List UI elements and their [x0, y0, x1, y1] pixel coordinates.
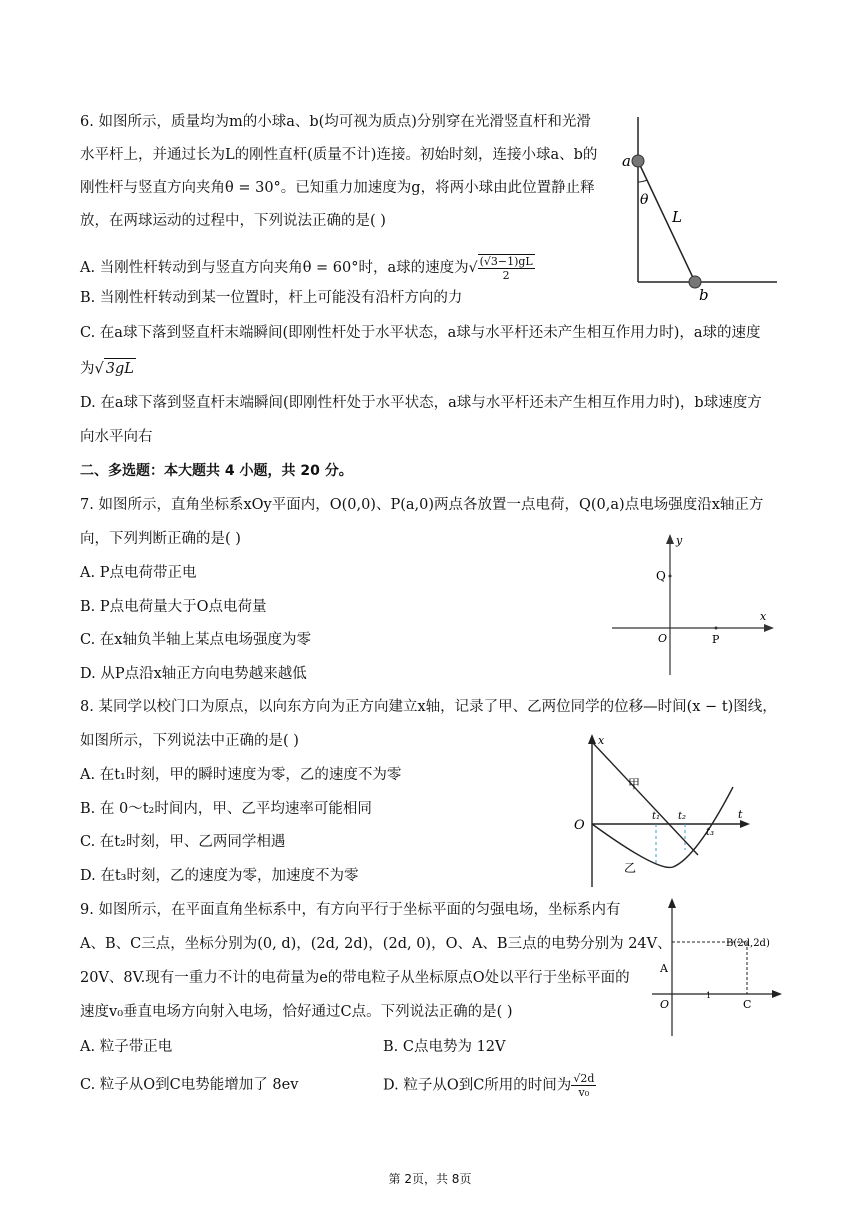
q6-fig-label-L: L	[672, 208, 682, 226]
q6-line4: 放，在两球运动的过程中，下列说法正确的是( )	[80, 213, 386, 229]
q8-option-a: A. 在t₁时刻，甲的瞬时速度为零，乙的速度不为零	[80, 767, 402, 783]
q6-line3: 刚性杆与竖直方向夹角θ = 30°。已知重力加速度为g，将两小球由此位置静止释	[80, 180, 595, 196]
q7-option-a: A. P点电荷带正电	[80, 565, 197, 581]
q6-option-a-text: A. 当刚性杆转动到与竖直方向夹角θ = 60°时，a球的速度为	[80, 260, 469, 276]
q9-line4: 速度v₀垂直电场方向射入电场，恰好通过C点。下列说法正确的是( )	[80, 1004, 513, 1020]
q9-fig-label-B: B(2d,2d)	[726, 938, 770, 949]
q8-figure	[568, 732, 753, 892]
q8-fig-label-t1: t₁	[652, 811, 661, 822]
q6-option-c-line1: C. 在a球下落到竖直杆末端瞬间(即刚性杆处于水平状态，a球与水平杆还未产生相互作用力时)，a球的速度	[80, 325, 761, 341]
q9-line2: A、B、C三点，坐标分别为(0, d)，(2d, 2d)，(2d, 0)，O、A、B三点的电势分别为 24V、	[80, 936, 672, 952]
q7-line2: 向，下列判断正确的是( )	[80, 531, 241, 547]
q6-option-c-sqrt: 3gL	[104, 358, 136, 379]
q6-option-b: B. 当刚性杆转动到某一位置时，杆上可能没有沿杆方向的力	[80, 290, 463, 306]
q8-fig-label-jia: 甲	[628, 777, 641, 791]
page-footer: 第 2页，共 8页	[388, 1172, 472, 1186]
q7-fig-label-Q: Q	[656, 569, 666, 583]
q6-option-a: A. 当刚性杆转动到与竖直方向夹角θ = 60°时，a球的速度为√ $\frac{(√3-1)gL}{2}$	[80, 255, 533, 282]
q9-option-b: B. C点电势为 12V	[383, 1039, 506, 1055]
q7-line1: 7. 如图所示，直角坐标系xOy平面内，O(0,0)、P(a,0)两点各放置一点电荷，Q(0,a)点电场强度沿x轴正方	[80, 497, 764, 513]
q6-line2: 水平杆上，并通过长为L的刚性直杆(质量不计)连接。初始时刻，连接小球a、b的	[80, 147, 598, 163]
q9-option-a: A. 粒子带正电	[80, 1039, 173, 1055]
q9-line3: 20V、8V.现有一重力不计的电荷量为e的带电粒子从坐标原点O处以平行于坐标平面的	[80, 970, 630, 986]
q9-figure	[650, 898, 785, 1038]
q8-option-b: B. 在 0～t₂时间内，甲、乙平均速率可能相同	[80, 801, 372, 817]
q9-fig-label-C: C	[743, 998, 752, 1011]
q8-line1: 8. 某同学以校门口为原点，以向东方向为正方向建立x轴，记录了甲、乙两位同学的位移—时间(x − t)图线，	[80, 699, 777, 715]
q7-option-c: C. 在x轴负半轴上某点电场强度为零	[80, 632, 311, 648]
q8-fig-label-t: t	[738, 808, 743, 821]
q8-option-c: C. 在t₂时刻，甲、乙两同学相遇	[80, 834, 286, 850]
q9-fig-label-one: 1	[706, 991, 712, 1000]
q7-fig-label-y: y	[676, 534, 683, 547]
q8-fig-label-x: x	[598, 734, 605, 747]
q8-option-d: D. 在t₃时刻，乙的速度为零，加速度不为零	[80, 868, 359, 884]
q8-fig-label-t2: t₂	[678, 811, 687, 822]
section-title: 二、多选题：本大题共 4 小题，共 20 分。	[80, 463, 353, 479]
q6-option-a-denominator: 2	[502, 269, 510, 282]
q9-option-d	[383, 1072, 596, 1099]
q9-option-c: C. 粒子从O到C电势能增加了 8ev	[80, 1077, 299, 1093]
q9-fig-label-O: O	[660, 998, 670, 1011]
q8-fig-label-t3: t₃	[706, 827, 715, 838]
q6-option-d-line2: 向水平向右	[80, 429, 153, 445]
q6-fig-label-a: a	[622, 152, 631, 170]
q8-fig-label-O: O	[574, 818, 585, 833]
q7-fig-label-P: P	[712, 633, 720, 646]
q6-fig-label-theta: θ	[640, 192, 649, 208]
q8-fig-label-yi: 乙	[624, 861, 637, 875]
q9-line1: 9. 如图所示，在平面直角坐标系中，有方向平行于坐标平面的匀强电场，坐标系内有	[80, 902, 621, 918]
q7-option-d: D. 从P点沿x轴正方向电势越来越低	[80, 666, 307, 682]
q9-option-d-numerator: √2d	[573, 1072, 595, 1085]
q7-figure	[610, 530, 780, 680]
q6-option-a-numerator: (√3−1)gL	[479, 255, 533, 268]
q6-option-d-line1: D. 在a球下落到竖直杆末端瞬间(即刚性杆处于水平状态，a球与水平杆还未产生相互作用力时)，b球速度方	[80, 395, 762, 411]
q7-fig-label-O: O	[658, 632, 668, 645]
q9-option-d-text: D. 粒子从O到C所用的时间为	[383, 1077, 572, 1094]
q6-line1: 6. 如图所示，质量均为m的小球a、b(均可视为质点)分别穿在光滑竖直杆和光滑	[80, 114, 591, 130]
q6-option-c-line2: 为√ 3gL	[80, 358, 136, 379]
q9-fig-label-A: A	[660, 962, 668, 975]
q6-fig-label-b: b	[699, 286, 709, 304]
q7-fig-label-x: x	[760, 610, 767, 623]
q6-figure	[615, 112, 785, 312]
q9-option-d-denominator: v₀	[578, 1086, 590, 1099]
q7-option-b: B. P点电荷量大于O点电荷量	[80, 599, 267, 615]
q8-line2: 如图所示，下列说法中正确的是( )	[80, 733, 299, 749]
q6-option-c-prefix: 为	[80, 361, 95, 377]
